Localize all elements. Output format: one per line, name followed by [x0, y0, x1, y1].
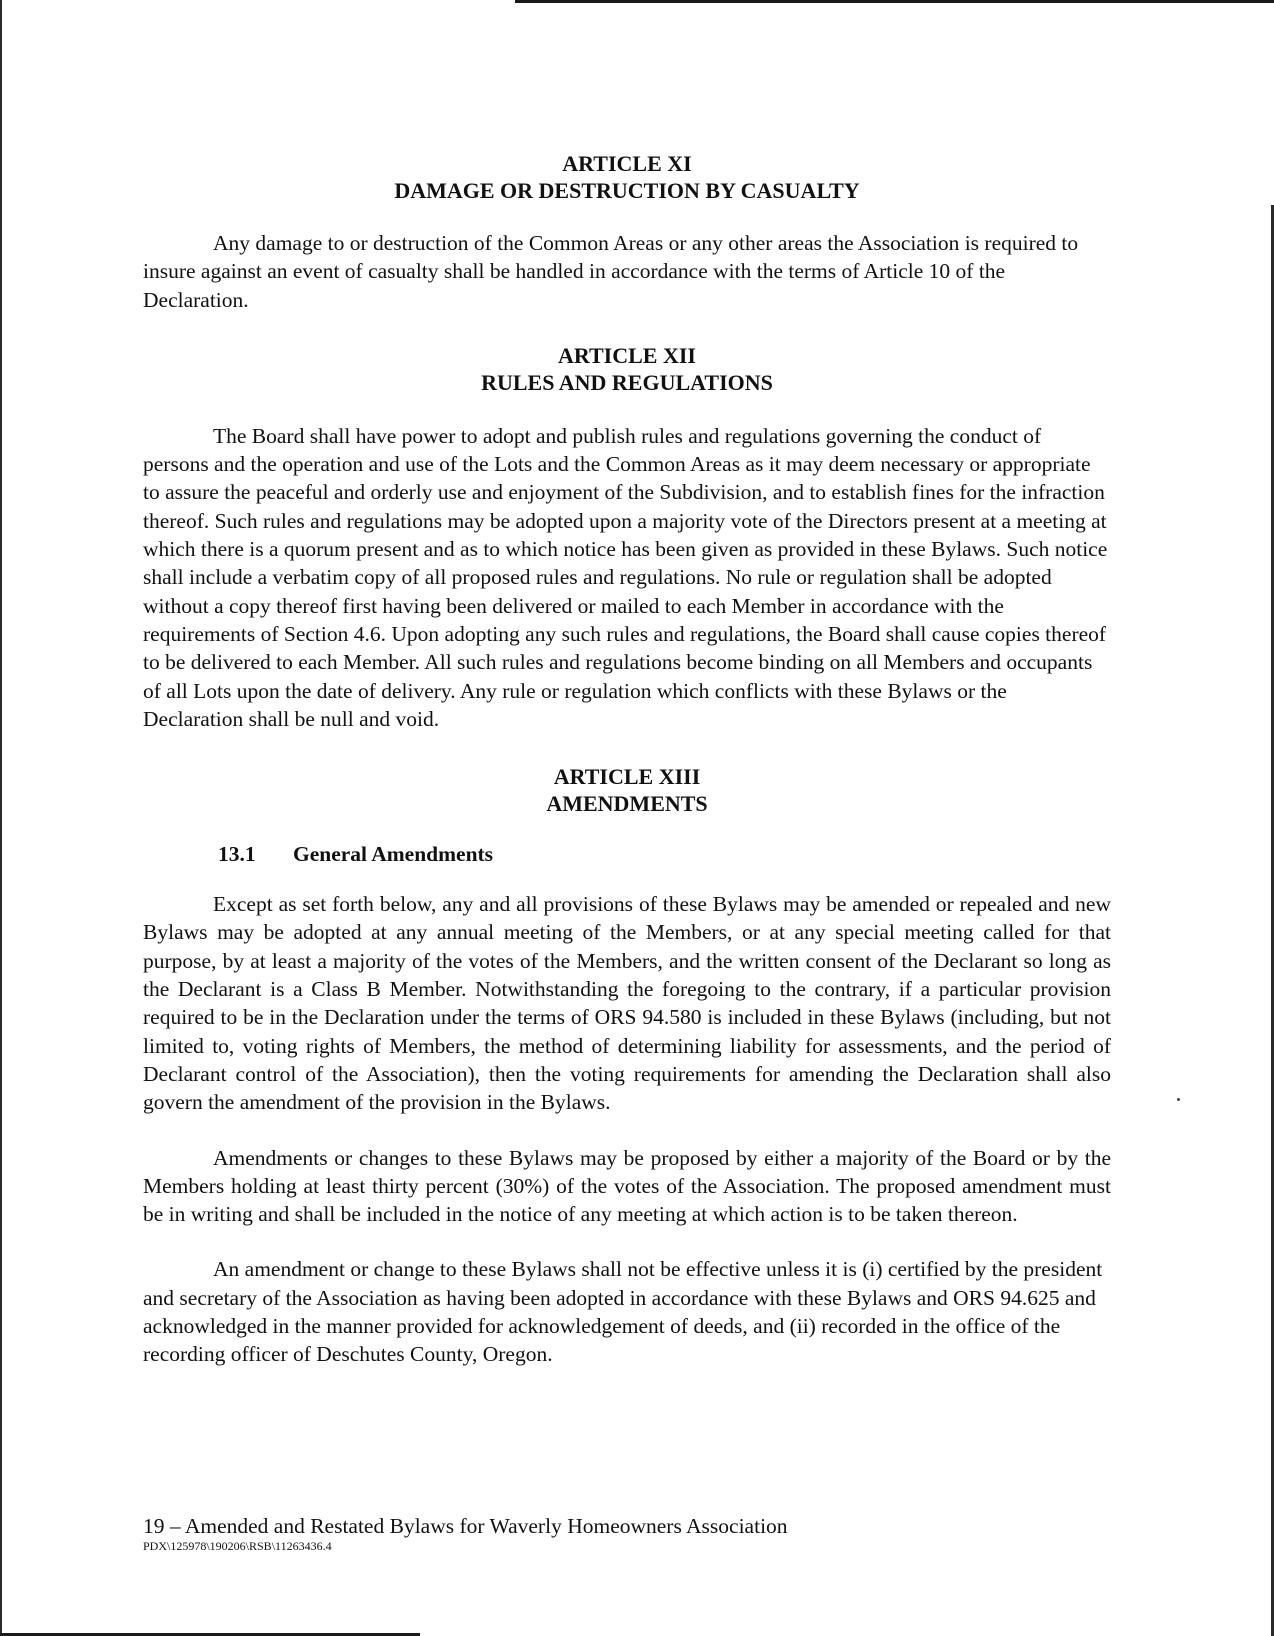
article-xi-paragraph: Any damage to or destruction of the Common Areas or any other areas the Association is required to insure against an event of casualty shall be handled in accordance with the terms of Article 10 of the Declaration.	[143, 231, 1079, 312]
section-13-1-heading	[143, 840, 1111, 868]
article-xiii-number: ARTICLE XIII	[553, 764, 701, 790]
article-xiii-title: AMENDMENTS	[546, 791, 708, 817]
scan-edge-left	[0, 0, 2, 1636]
article-xii-number: ARTICLE XII	[558, 342, 696, 368]
article-xii-title: RULES AND REGULATIONS	[481, 369, 773, 395]
amendments-paragraph-1: Except as set forth below, any and all provisions of these Bylaws may be amended or repealed and new Bylaws may be adopted at any annual meeting of the Members, or at any special meeting called for that purpose, by at least a majority of the votes of the Members, and the written consent of the Declarant so long as the Declarant is a Class B Member. Notwithstanding the foregoing to the contrary, if a particular provision required to be in the Declaration under the terms of ORS 94.580 is included in these Bylaws (including, but not limited to, voting rights of Members, the method of determining liability for assessments, and the period of Declarant control of the Association), then the voting requirements for amending the Declaration shall also govern the amendment of the provision in the Bylaws.	[143, 892, 1111, 1115]
scan-edge-top	[515, 0, 1274, 3]
article-xiii	[143, 763, 1111, 1368]
section-number: 13.1	[218, 842, 256, 867]
footer-page-line: 19 – Amended and Restated Bylaws for Waverly Homeowners Association	[143, 1514, 788, 1538]
section-title: General Amendments	[293, 842, 494, 867]
document-body	[143, 150, 1111, 1369]
amendments-paragraph-3: An amendment or change to these Bylaws shall not be effective unless it is (i) certified by the president and secretary of the Association as having been adopted in accordance with these Bylaws and ORS 94.625 and acknowledged in the manner provided for acknowledgement of deeds, and (ii) recorded in the office of the recording officer of Deschutes County, Oregon.	[143, 1257, 1103, 1367]
amendments-paragraph-2: Amendments or changes to these Bylaws may be proposed by either a majority of the Board or by the Members holding at least thirty percent (30%) of the votes of the Association. The proposed amendment must be in writing and shall be included in the notice of any meeting at which action is to be taken thereon.	[143, 1145, 1111, 1227]
article-xi-number: ARTICLE XI	[562, 151, 692, 176]
footer-doc-code: PDX\125978\190206\RSB\11263436.4	[143, 1539, 332, 1553]
article-xi-title: DAMAGE OR DESTRUCTION BY CASUALTY	[394, 178, 860, 203]
article-xii	[143, 342, 1111, 733]
article-xi	[143, 150, 1111, 314]
scan-speck	[1177, 1098, 1180, 1101]
article-xii-paragraph: The Board shall have power to adopt and publish rules and regulations governing the conduct of persons and the operation and use of the Lots and the Common Areas as it may deem necessary or appropriate to assure the peaceful and orderly use and enjoyment of the Subdivision, and to establish fines for the infraction thereof. Such rules and regulations may be adopted upon a majority vote of the Directors present at a meeting at which there is a quorum present and as to which notice has been given as provided in these Bylaws. Such notice shall include a verbatim copy of all proposed rules and regulations. No rule or regulation shall be adopted without a copy thereof first having been delivered or mailed to each Member in accordance with the requirements of Section 4.6. Upon adopting any such rules and regulations, the Board shall cause copies thereof to be delivered to each Member. All such rules and regulations become binding on all Members and occupants of all Lots upon the date of delivery. Any rule or regulation which conflicts with these Bylaws or the Declaration shall be null and void.	[143, 423, 1108, 731]
page-footer	[143, 1513, 1111, 1554]
